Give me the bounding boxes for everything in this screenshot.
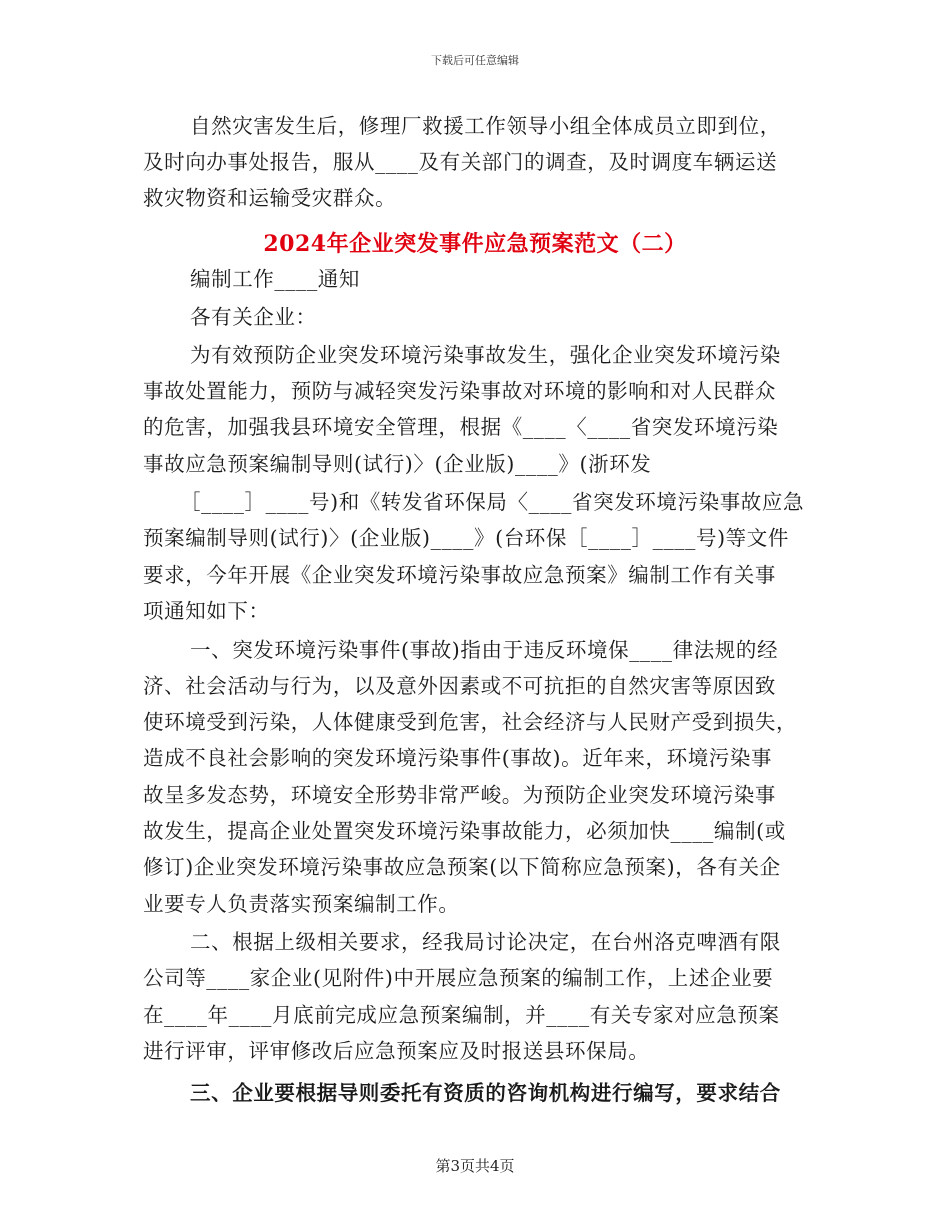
text-line: 及时向办事处报告，服从____及有关部门的调查，及时调度车辆运送: [143, 150, 778, 174]
text-line: ［____］____号)和《转发省环保局〈____省突发环境污染事故应急: [180, 490, 805, 514]
text-line: 的危害，加强我县环境安全管理，根据《____〈____省突发环境污染: [143, 415, 779, 439]
text-line: 预案编制导则(试行)〉(企业版)____》(台环保［____］____号)等文件: [143, 526, 789, 550]
text-line: 故呈多发态势，环境安全形势非常严峻。为预防企业突发环境污染事: [143, 783, 776, 807]
text-line: 济、社会活动与行为，以及意外因素或不可抗拒的自然灾害等原因致: [143, 674, 776, 698]
text-line: 一、突发环境污染事件(事故)指由于违反环境保____律法规的经: [190, 638, 779, 662]
text-line: 事故应急预案编制导则(试行)〉(企业版)____》(浙环发: [143, 452, 652, 476]
notice-addressee: 各有关企业：: [190, 305, 317, 329]
text-line: 进行评审，评审修改后应急预案应及时报送县环保局。: [143, 1039, 650, 1063]
text-line: 公司等____家企业(见附件)中开展应急预案的编制工作，上述企业要: [143, 966, 774, 990]
text-line: 自然灾害发生后，修理厂救援工作领导小组全体成员立即到位，: [190, 114, 781, 138]
text-line: 为有效预防企业突发环境污染事故发生，强化企业突发环境污染: [190, 343, 781, 367]
text-line: 事故处置能力，预防与减轻突发污染事故对环境的影响和对人民群众: [143, 379, 776, 403]
text-line: 业要专人负责落实预案编制工作。: [143, 892, 460, 916]
text-line: 在____年____月底前完成应急预案编制，并____有关专家对应急预案: [143, 1003, 780, 1027]
text-line-bold: 三、企业要根据导则委托有资质的咨询机构进行编写，要求结合: [190, 1081, 781, 1105]
section-title: 2024年企业突发事件应急预案范文（二）: [263, 231, 687, 257]
page-footer: 第3页共4页: [435, 1157, 515, 1175]
text-line: 项通知如下：: [143, 599, 270, 623]
text-line: 造成不良社会影响的突发环境污染事件(事故)。近年来，环境污染事: [143, 746, 773, 770]
text-line: 使环境受到污染，人体健康受到危害，社会经济与人民财产受到损失，: [143, 710, 798, 734]
text-line: 救灾物资和运输受灾群众。: [143, 186, 397, 210]
page-header: 下载后可任意编辑: [431, 54, 519, 67]
text-line: 要求，今年开展《企业突发环境污染事故应急预案》编制工作有关事: [143, 563, 776, 587]
text-line: 故发生，提高企业处置突发环境污染事故能力，必须加快____编制(或: [143, 819, 786, 843]
text-line: 二、根据上级相关要求，经我局讨论决定，在台州洛克啤酒有限: [190, 930, 781, 954]
notice-subject: 编制工作____通知: [190, 267, 360, 291]
text-line: 修订)企业突发环境污染事故应急预案(以下简称应急预案)，各有关企: [143, 855, 781, 879]
